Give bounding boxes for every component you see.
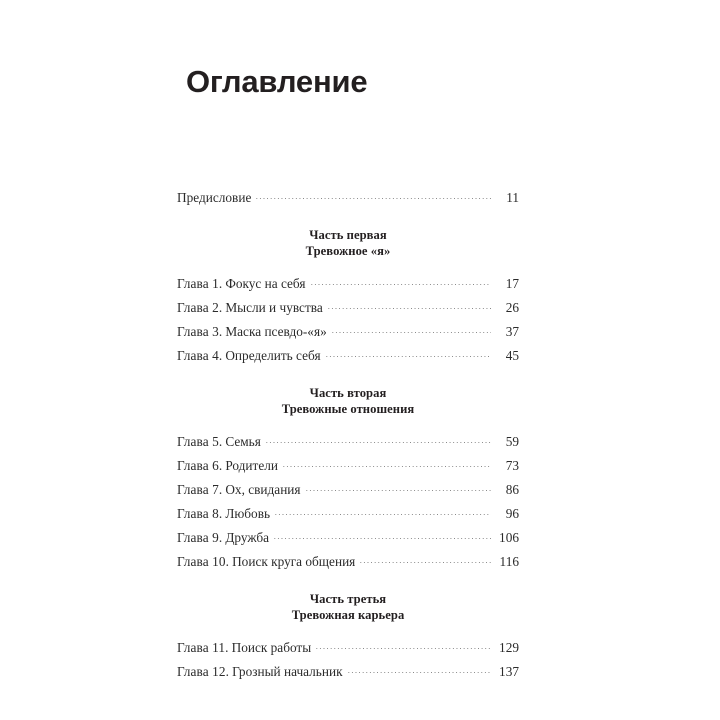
toc-entry-number: Глава 5.: [177, 434, 223, 449]
dot-leader: [305, 481, 491, 494]
toc-entry-page-number: 45: [505, 348, 519, 363]
dot-leader: [327, 299, 491, 312]
toc-entry[interactable]: [177, 344, 519, 368]
toc-entry-page-number: 59: [505, 434, 519, 449]
table-of-contents: [177, 186, 519, 684]
toc-entry-label: [177, 320, 331, 344]
part-heading: [177, 227, 519, 259]
dot-leader: [359, 553, 491, 566]
toc-entry-number: Глава 4.: [177, 348, 223, 363]
part-heading-line-2: Тревожная карьера: [291, 608, 405, 622]
toc-entry-label: [177, 296, 327, 320]
toc-entry-number: Глава 7.: [177, 482, 223, 497]
toc-entry-label: [177, 430, 265, 454]
toc-entry[interactable]: [177, 430, 519, 454]
toc-entry[interactable]: [177, 526, 519, 550]
dot-leader: [255, 189, 491, 202]
part-heading: [177, 591, 519, 623]
part-heading-line-1: Часть первая: [309, 228, 387, 242]
toc-entry-number: Глава 1.: [177, 276, 223, 291]
part-heading-spacer-bottom: [177, 417, 519, 430]
toc-entry-title: Поиск работы: [231, 640, 312, 655]
toc-entry-title: Фокус на себя: [225, 276, 306, 291]
toc-entry-page-number: 26: [505, 300, 519, 315]
part-heading-spacer-top: [177, 574, 519, 591]
toc-entry-title: Дружба: [225, 530, 270, 545]
part-heading-line-2: Тревожное «я»: [305, 244, 391, 258]
toc-entry-number: Глава 3.: [177, 324, 223, 339]
part-heading: [177, 385, 519, 417]
toc-entry-label: [177, 478, 305, 502]
part-heading-spacer-top: [177, 210, 519, 227]
toc-entry-number: Глава 12.: [177, 664, 230, 679]
dot-leader: [273, 529, 491, 542]
toc-entry-page-number: 73: [505, 458, 519, 473]
toc-entry-page-number: 129: [499, 640, 519, 655]
toc-entry[interactable]: [177, 320, 519, 344]
toc-entry-label: [177, 186, 255, 210]
page-title: Оглавление: [186, 64, 368, 99]
toc-entry-title: Предисловие: [177, 190, 252, 205]
toc-entry-page-number: 86: [505, 482, 519, 497]
dot-leader: [310, 275, 492, 288]
toc-entry-title: Маска псевдо-«я»: [225, 324, 327, 339]
toc-entry-page-number: 37: [505, 324, 519, 339]
toc-entry[interactable]: [177, 272, 519, 296]
toc-entry-number: Глава 11.: [177, 640, 229, 655]
part-heading-line-2: Тревожные отношения: [281, 402, 415, 416]
toc-entry[interactable]: [177, 550, 519, 574]
toc-entry-title: Грозный начальник: [232, 664, 343, 679]
toc-entry[interactable]: [177, 296, 519, 320]
toc-entry-number: Глава 9.: [177, 530, 223, 545]
toc-entry-label: [177, 550, 359, 574]
toc-entry-number: Глава 10.: [177, 554, 230, 569]
toc-entry-title: Родители: [225, 458, 279, 473]
dot-leader: [282, 457, 491, 470]
dot-leader: [265, 433, 491, 446]
dot-leader: [325, 347, 491, 360]
toc-entry-title: Мысли и чувства: [225, 300, 323, 315]
toc-entry-page-number: 11: [506, 190, 519, 205]
toc-entry[interactable]: [177, 660, 519, 684]
toc-entry-page-number: 116: [499, 554, 519, 569]
toc-entry-label: [177, 636, 315, 660]
toc-entry-label: [177, 526, 273, 550]
toc-entry-title: Семья: [225, 434, 261, 449]
toc-entry[interactable]: [177, 186, 519, 210]
toc-entry-label: [177, 502, 274, 526]
part-heading-spacer-bottom: [177, 623, 519, 636]
toc-entry-label: [177, 344, 325, 368]
toc-entry-title: Любовь: [225, 506, 271, 521]
dot-leader: [274, 505, 491, 518]
dot-leader: [347, 663, 491, 676]
part-heading-spacer-top: [177, 368, 519, 385]
toc-entry-number: Глава 6.: [177, 458, 223, 473]
toc-entry[interactable]: [177, 478, 519, 502]
part-heading-spacer-bottom: [177, 259, 519, 272]
dot-leader: [331, 323, 491, 336]
dot-leader: [315, 639, 491, 652]
toc-entry-page-number: 96: [505, 506, 519, 521]
toc-entry[interactable]: [177, 454, 519, 478]
toc-entry[interactable]: [177, 636, 519, 660]
toc-entry-page-number: 17: [505, 276, 519, 291]
toc-entry-number: Глава 8.: [177, 506, 223, 521]
toc-entry-label: [177, 454, 282, 478]
toc-entry-title: Поиск круга общения: [232, 554, 356, 569]
toc-entry-number: Глава 2.: [177, 300, 223, 315]
part-heading-line-1: Часть третья: [309, 592, 387, 606]
toc-entry-title: Определить себя: [225, 348, 321, 363]
toc-entry-label: [177, 272, 310, 296]
toc-entry-title: Ох, свидания: [225, 482, 301, 497]
toc-entry-label: [177, 660, 347, 684]
toc-entry-page-number: 137: [499, 664, 519, 679]
toc-entry[interactable]: [177, 502, 519, 526]
toc-entry-page-number: 106: [499, 530, 519, 545]
part-heading-line-1: Часть вторая: [309, 386, 387, 400]
